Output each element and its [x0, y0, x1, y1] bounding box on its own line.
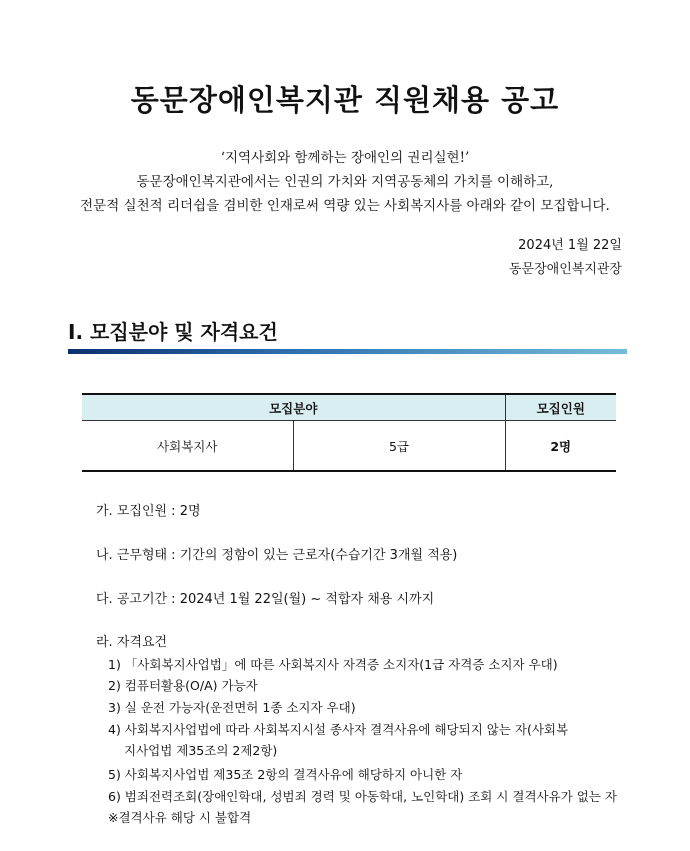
requirement-5: 5) 사회복지사업법 제35조 2항의 결격사유에 해당하지 아니한 자 — [108, 767, 463, 782]
requirement-4: 4) 사회복지사업법에 따라 사회복지시설 종사자 결격사유에 해당되지 않는 자(사회복 — [108, 722, 569, 737]
cell-count: 2명 — [505, 421, 616, 472]
intro-slogan: ‘지역사회와 함께하는 장애인의 권리실현!’ — [220, 150, 470, 166]
recruitment-table — [82, 393, 616, 472]
signer: 동문장애인복지관장 — [508, 262, 622, 277]
requirement-2: 2) 컴퓨터활용(O/A) 가능자 — [108, 678, 258, 693]
requirement-3: 3) 실 운전 가능자(운전면허 1종 소지자 우대) — [108, 700, 356, 715]
intro-line-2: 동문장애인복지관에서는 인권의 가치와 지역공동체의 가치를 이해하고, — [136, 174, 554, 190]
cell-field: 사회복지사 — [82, 421, 293, 472]
item-work-type: 나. 근무형태 : 기간의 정함이 있는 근로자(수습기간 3개월 적용) — [96, 548, 458, 563]
table-row — [82, 421, 616, 472]
date-block — [509, 234, 622, 282]
announcement-date: 2024년 1월 22일 — [518, 238, 622, 253]
section-1-title: Ⅰ. 모집분야 및 자격요건 — [68, 320, 278, 344]
section-divider — [68, 349, 627, 354]
disqualification-note: ※결격사유 해당 시 불합격 — [108, 810, 252, 825]
requirement-6: 6) 범죄전력조회(장애인학대, 성범죄 경력 및 아동학대, 노인학대) 조회 시 결격사유가 없는 자 — [108, 789, 617, 804]
header-field: 모집분야 — [82, 394, 505, 421]
header-count: 모집인원 — [505, 394, 616, 421]
requirement-1: 1) 「사회복지사업법」에 따른 사회복지사 자격증 소지자(1급 자격증 소지자 우대) — [108, 657, 558, 672]
page-title: 동문장애인복지관 직원채용 공고 — [130, 83, 560, 117]
item-recruit-count: 가. 모집인원 : 2명 — [96, 504, 201, 519]
cell-grade: 5급 — [293, 421, 505, 472]
item-qualifications: 라. 자격요건 — [96, 635, 168, 650]
intro-paragraph — [0, 146, 690, 218]
intro-line-3: 전문적 실천적 리더쉽을 겸비한 인재로써 역량 있는 사회복지사를 아래와 같이 모집합니다. — [80, 198, 610, 214]
item-posting-period: 다. 공고기간 : 2024년 1월 22일(월) ~ 적합자 채용 시까지 — [96, 592, 435, 607]
table-header-row — [82, 394, 616, 421]
requirement-4-continued: 지사업법 제35조의 2제2항) — [124, 743, 278, 758]
